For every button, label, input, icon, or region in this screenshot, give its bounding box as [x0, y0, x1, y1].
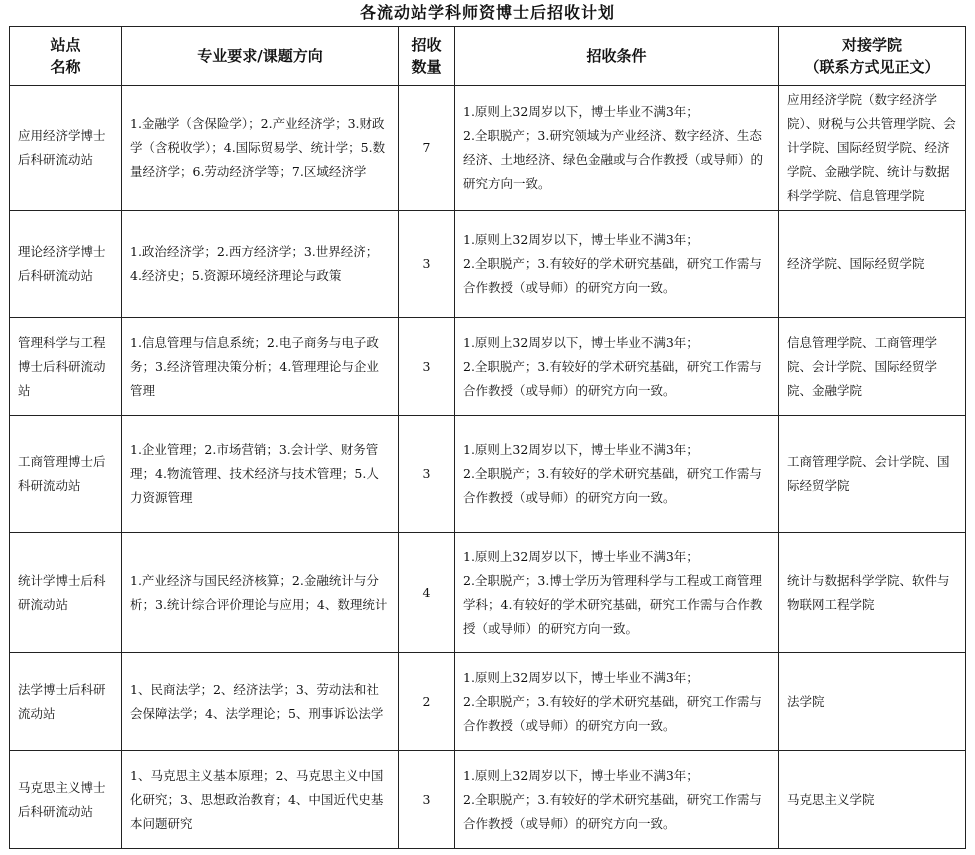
partner-college: 统计与数据科学学院、软件与物联网工程学院	[779, 533, 966, 653]
recruit-conditions: 1.原则上32周岁以下，博士毕业不满3年； 2.全职脱产；3.有较好的学术研究基础，研究工作需与合作教授（或导师）的研究方向一致。	[455, 653, 779, 751]
recruit-count: 4	[399, 533, 455, 653]
major-direction: 1.产业经济与国民经济核算；2.金融统计与分析；3.统计综合评价理论与应用；4、数理统计	[122, 533, 399, 653]
station-name: 理论经济学博士后科研流动站	[10, 211, 122, 318]
major-direction: 1.政治经济学；2.西方经济学；3.世界经济；4.经济史；5.资源环境经济理论与政策	[122, 211, 399, 318]
partner-college: 经济学院、国际经贸学院	[779, 211, 966, 318]
recruitment-plan-table	[9, 26, 966, 849]
table-row	[10, 318, 966, 416]
table-row	[10, 751, 966, 849]
major-direction: 1.信息管理与信息系统；2.电子商务与电子政务；3.经济管理决策分析；4.管理理论与企业管理	[122, 318, 399, 416]
station-name: 工商管理博士后科研流动站	[10, 416, 122, 533]
header-conditions: 招收条件	[455, 27, 779, 86]
table-row	[10, 86, 966, 211]
station-name: 管理科学与工程博士后科研流动站	[10, 318, 122, 416]
table-row	[10, 653, 966, 751]
major-direction: 1.金融学（含保险学）；2.产业经济学；3.财政学（含税收学）；4.国际贸易学、统计学；5.数量经济学；6.劳动经济学等；7.区域经济学	[122, 86, 399, 211]
major-direction: 1、马克思主义基本原理；2、马克思主义中国化研究；3、思想政治教育；4、中国近代史基本问题研究	[122, 751, 399, 849]
recruit-count: 3	[399, 751, 455, 849]
partner-college: 法学院	[779, 653, 966, 751]
recruit-conditions: 1.原则上32周岁以下，博士毕业不满3年； 2.全职脱产；3.有较好的学术研究基础，研究工作需与合作教授（或导师）的研究方向一致。	[455, 751, 779, 849]
station-name: 应用经济学博士后科研流动站	[10, 86, 122, 211]
partner-college: 工商管理学院、会计学院、国际经贸学院	[779, 416, 966, 533]
table-row	[10, 533, 966, 653]
partner-college: 应用经济学院（数字经济学院）、财税与公共管理学院、会计学院、国际经贸学院、经济学院、金融学院、统计与数据科学学院、信息管理学院	[779, 86, 966, 211]
recruit-conditions: 1.原则上32周岁以下，博士毕业不满3年； 2.全职脱产；3.研究领域为产业经济、数字经济、生态经济、土地经济、绿色金融或与合作教授（或导师）的研究方向一致。	[455, 86, 779, 211]
major-direction: 1.企业管理；2.市场营销；3.会计学、财务管理；4.物流管理、技术经济与技术管理；5.人力资源管理	[122, 416, 399, 533]
recruit-count: 2	[399, 653, 455, 751]
major-direction: 1、民商法学；2、经济法学；3、劳动法和社会保障法学；4、法学理论；5、刑事诉讼法学	[122, 653, 399, 751]
recruit-conditions: 1.原则上32周岁以下，博士毕业不满3年； 2.全职脱产；3.博士学历为管理科学与工程或工商管理学科；4.有较好的学术研究基础，研究工作需与合作教授（或导师）的研究方向一致。	[455, 533, 779, 653]
recruit-count: 7	[399, 86, 455, 211]
header-count: 招收 数量	[399, 27, 455, 86]
recruit-count: 3	[399, 318, 455, 416]
header-major: 专业要求/课题方向	[122, 27, 399, 86]
station-name: 马克思主义博士后科研流动站	[10, 751, 122, 849]
recruit-conditions: 1.原则上32周岁以下，博士毕业不满3年； 2.全职脱产；3.有较好的学术研究基础，研究工作需与合作教授（或导师）的研究方向一致。	[455, 211, 779, 318]
header-station: 站点 名称	[10, 27, 122, 86]
table-row	[10, 416, 966, 533]
partner-college: 马克思主义学院	[779, 751, 966, 849]
table-header-row	[10, 27, 966, 86]
recruit-count: 3	[399, 416, 455, 533]
recruit-count: 3	[399, 211, 455, 318]
station-name: 统计学博士后科研流动站	[10, 533, 122, 653]
station-name: 法学博士后科研流动站	[10, 653, 122, 751]
recruit-conditions: 1.原则上32周岁以下，博士毕业不满3年； 2.全职脱产；3.有较好的学术研究基础，研究工作需与合作教授（或导师）的研究方向一致。	[455, 318, 779, 416]
header-college: 对接学院 （联系方式见正文）	[779, 27, 966, 86]
recruit-conditions: 1.原则上32周岁以下，博士毕业不满3年； 2.全职脱产；3.有较好的学术研究基础，研究工作需与合作教授（或导师）的研究方向一致。	[455, 416, 779, 533]
partner-college: 信息管理学院、工商管理学院、会计学院、国际经贸学院、金融学院	[779, 318, 966, 416]
table-row	[10, 211, 966, 318]
page-title: 各流动站学科师资博士后招收计划	[359, 3, 615, 22]
